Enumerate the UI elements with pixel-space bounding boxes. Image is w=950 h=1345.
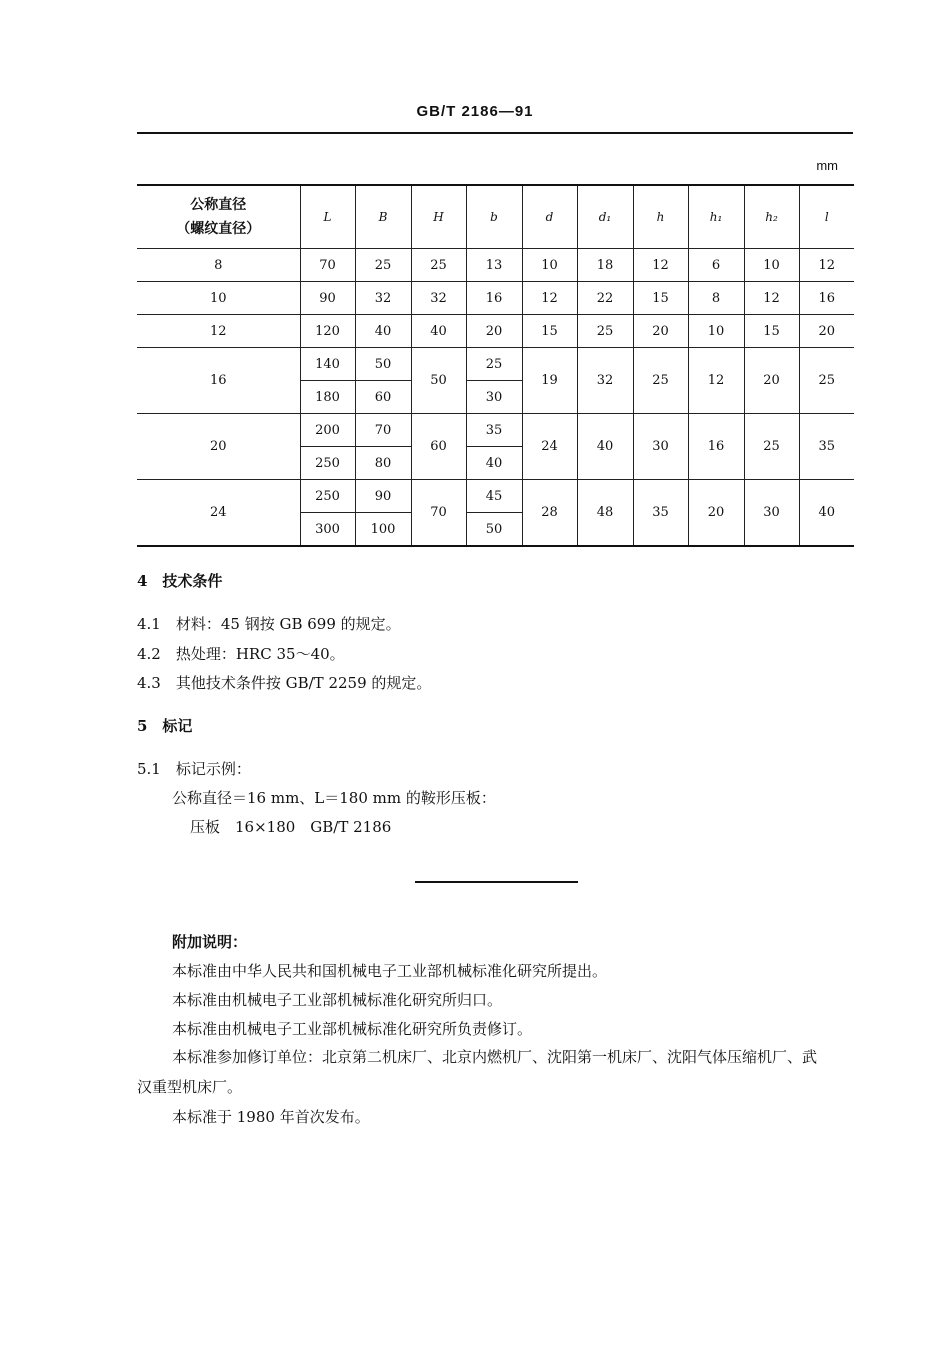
cell-h: 35 [633,480,688,547]
cell-h1: 12 [688,348,744,414]
cell-L: 140 [300,348,355,381]
cell-h: 15 [633,282,688,315]
header-rule [137,132,853,134]
cell-d: 28 [522,480,577,547]
cell-L: 90 [300,282,355,315]
cell-H: 40 [411,315,466,348]
cell-l: 35 [799,414,854,480]
standard-code-header: GB/T 2186—91 [416,103,534,120]
cell-d: 24 [522,414,577,480]
end-divider [415,881,578,883]
cell-nominal: 16 [137,348,300,414]
cell-h1: 16 [688,414,744,480]
cell-l: 16 [799,282,854,315]
cell-l: 25 [799,348,854,414]
cell-b: 45 [466,480,522,513]
cell-B: 80 [355,447,411,480]
cell-h2: 20 [744,348,799,414]
cell-h: 20 [633,315,688,348]
cell-L: 250 [300,447,355,480]
cell-L: 300 [300,513,355,547]
cell-d1: 48 [577,480,633,547]
cell-h1: 6 [688,249,744,282]
cell-b: 25 [466,348,522,381]
cell-d1: 25 [577,315,633,348]
table-row [137,414,854,447]
header-nominal-diameter [137,185,300,249]
note-line: 本标准于 1980 年首次发布。 [172,1108,370,1126]
note-line: 本标准参加修订单位：北京第二机床厂、北京内燃机厂、沈阳第一机床厂、沈阳气体压缩机厂、武汉重型机床厂。 [137,1048,818,1096]
cell-l: 12 [799,249,854,282]
cell-h2: 30 [744,480,799,547]
cell-h2: 15 [744,315,799,348]
notes-title: 附加说明： [172,933,248,951]
cell-H: 25 [411,249,466,282]
cell-d1: 32 [577,348,633,414]
cell-h: 12 [633,249,688,282]
cell-B: 50 [355,348,411,381]
marking-example: 压板 16×180 GB/T 2186 [190,818,392,836]
cell-b: 50 [466,513,522,547]
cell-h1: 10 [688,315,744,348]
header-nominal-line1: 公称直径 [190,197,247,213]
cell-nominal: 10 [137,282,300,315]
cell-B: 100 [355,513,411,547]
cell-L: 250 [300,480,355,513]
clause-4-1: 4.1 材料：45 钢按 GB 699 的规定。 [137,615,401,633]
dimension-table [137,184,854,547]
cell-d: 12 [522,282,577,315]
note-line: 本标准由机械电子工业部机械标准化研究所归口。 [172,991,503,1009]
cell-B: 25 [355,249,411,282]
cell-L: 200 [300,414,355,447]
clause-4-2: 4.2 热处理：HRC 35～40。 [137,645,345,663]
cell-nominal: 8 [137,249,300,282]
cell-B: 60 [355,381,411,414]
cell-d: 19 [522,348,577,414]
cell-h1: 8 [688,282,744,315]
cell-H: 70 [411,480,466,547]
cell-d1: 40 [577,414,633,480]
cell-h1: 20 [688,480,744,547]
cell-nominal: 12 [137,315,300,348]
cell-B: 90 [355,480,411,513]
table-row [137,249,854,282]
header-col-h2: h₂ [744,185,799,249]
note-line: 本标准由中华人民共和国机械电子工业部机械标准化研究所提出。 [172,962,608,980]
header-col-l: l [799,185,854,249]
cell-b: 13 [466,249,522,282]
header-col-L: L [300,185,355,249]
section-4-title: 4 技术条件 [137,572,223,590]
cell-b: 20 [466,315,522,348]
cell-d1: 22 [577,282,633,315]
cell-L: 180 [300,381,355,414]
cell-h: 30 [633,414,688,480]
table-row [137,282,854,315]
cell-b: 40 [466,447,522,480]
header-col-H: H [411,185,466,249]
header-col-h1: h₁ [688,185,744,249]
cell-H: 60 [411,414,466,480]
cell-B: 70 [355,414,411,447]
cell-l: 20 [799,315,854,348]
cell-L: 70 [300,249,355,282]
cell-d1: 18 [577,249,633,282]
marking-example-description: 公称直径＝16 mm、L＝180 mm 的鞍形压板： [172,789,496,807]
table-row [137,480,854,513]
cell-h2: 10 [744,249,799,282]
cell-l: 40 [799,480,854,547]
cell-H: 50 [411,348,466,414]
table-row [137,315,854,348]
cell-h2: 12 [744,282,799,315]
cell-h2: 25 [744,414,799,480]
header-col-b: b [466,185,522,249]
header-nominal-line2: （螺纹直径） [176,221,261,237]
header-col-h: h [633,185,688,249]
header-col-d: d [522,185,577,249]
header-col-d1: d₁ [577,185,633,249]
header-col-B: B [355,185,411,249]
table-header-row [137,185,854,249]
clause-4-3: 4.3 其他技术条件按 GB/T 2259 的规定。 [137,674,432,692]
cell-H: 32 [411,282,466,315]
cell-b: 16 [466,282,522,315]
cell-B: 40 [355,315,411,348]
cell-B: 32 [355,282,411,315]
cell-nominal: 20 [137,414,300,480]
clause-5-1: 5.1 标记示例： [137,760,251,778]
cell-nominal: 24 [137,480,300,547]
cell-b: 35 [466,414,522,447]
cell-b: 30 [466,381,522,414]
section-5-title: 5 标记 [137,717,193,735]
cell-h: 25 [633,348,688,414]
cell-L: 120 [300,315,355,348]
cell-d: 15 [522,315,577,348]
table-row [137,348,854,381]
cell-d: 10 [522,249,577,282]
note-line: 本标准由机械电子工业部机械标准化研究所负责修订。 [172,1020,533,1038]
unit-label: mm [816,158,838,173]
